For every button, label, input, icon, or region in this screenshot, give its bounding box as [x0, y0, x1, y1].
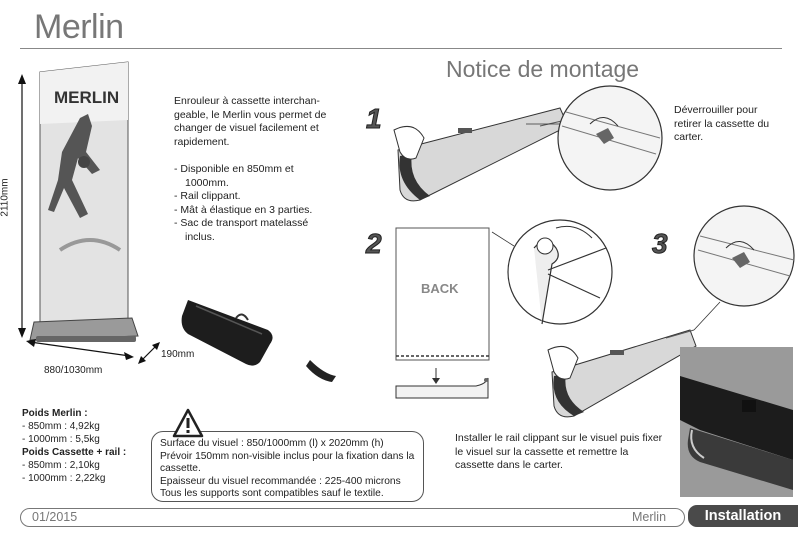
page-title: Merlin — [34, 8, 124, 46]
bag-dimension: 190mm — [161, 349, 195, 360]
step-3-number: 3 — [652, 228, 668, 259]
step-1-instruction: Déverrouiller pour retirer la cassette du carter. — [674, 104, 770, 143]
footer-product-name: Merlin — [632, 510, 667, 524]
feature-item: - Mât à élastique en 3 parties. — [174, 203, 313, 216]
feature-item: - Disponible en 850mm et 1000mm. — [174, 163, 294, 189]
step-2-number: 2 — [366, 228, 382, 259]
feature-item: - Sac de transport matelassé inclus. — [174, 217, 309, 243]
weights-item: - 1000mm : 2,22kg — [22, 473, 106, 484]
weights-item: - 850mm : 4,92kg — [22, 421, 100, 432]
banner-brand: MERLIN — [54, 88, 120, 107]
step-1-number: 1 — [366, 103, 382, 134]
width-dimension: 880/1030mm — [44, 365, 103, 376]
note-line: Tous les supports sont compatibles sauf le textile. — [160, 488, 384, 499]
step-3-instruction: Installer le rail clippant sur le visuel puis fixer le visuel sur la cassette et remettre la cassette dans le carter. — [455, 432, 663, 471]
height-dimension: 2110mm — [0, 178, 11, 217]
note-line: Surface du visuel : 850/1000mm (l) x 2020mm (h) — [160, 438, 384, 449]
weights-item: - 850mm : 2,10kg — [22, 460, 100, 471]
footer-bar — [20, 508, 685, 527]
footer-section-tab: Installation — [688, 505, 798, 527]
back-label: BACK — [421, 281, 459, 296]
page-subtitle: Notice de montage — [446, 56, 640, 82]
intro-text: Enrouleur à cassette interchan-geable, le Merlin vous permet de changer de visuel facilement et rapidement. — [174, 95, 327, 148]
footer-date: 01/2015 — [32, 510, 78, 524]
feature-item: - Rail clippant. — [174, 190, 241, 202]
weights-merlin-heading: Poids Merlin : — [22, 408, 88, 419]
weights-item: - 1000mm : 5,5kg — [22, 434, 100, 445]
note-line: Prévoir 150mm non-visible inclus pour la fixation dans la cassette. — [160, 450, 415, 474]
weights-cassette-heading: Poids Cassette + rail : — [22, 447, 127, 458]
note-line: Epaisseur du visuel recommandée : 225-400 microns — [160, 475, 401, 487]
